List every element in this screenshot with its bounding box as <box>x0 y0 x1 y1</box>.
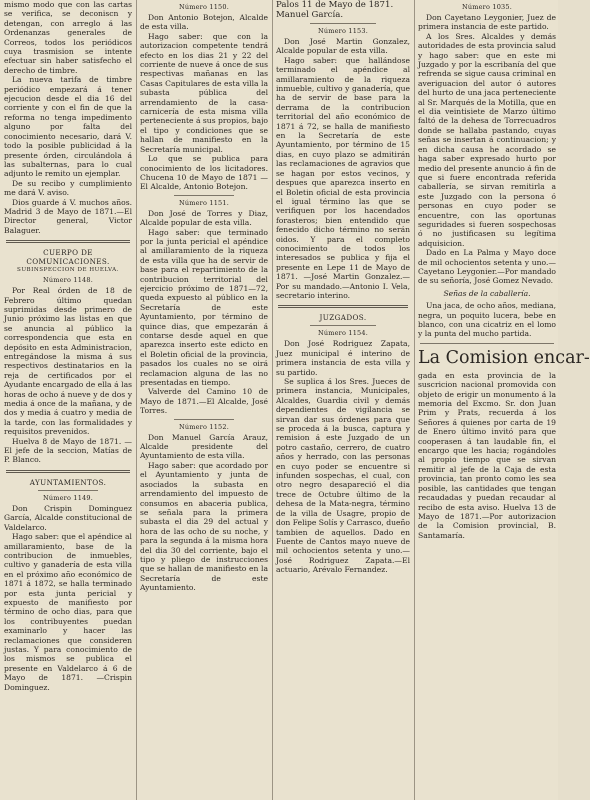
notice-issuer: Don Manuel García Arauz, Alcalde presidente del Ayuntamiento de esta villa. <box>140 432 268 461</box>
section-divider <box>278 305 408 308</box>
notice-issuer: Don Cayetano Leygonier, Juez de primera instancia de este partido. <box>418 13 556 32</box>
subsection-heading: Señas de la caballería. <box>443 288 531 298</box>
circular-continuation: mismo modo que con las cartas se verifica, se deconiscn y detengan, con arreglo á las Ordenanzas generales de Correos, todos los periódicos cuya trasmision se intente efectuar sin haber satisfecho el derecho de timbre. <box>4 0 132 75</box>
column-rule <box>136 0 137 800</box>
circular-paragraph: De su recibo y cumplimiento me dará V. aviso. <box>4 178 132 198</box>
notice-number: Número 1150. <box>179 3 229 11</box>
notice-signature: Huelva 8 de Mayo de 1871. —El jefe de la seccion, Matías de P. Blanco. <box>4 436 132 465</box>
divider <box>174 419 234 420</box>
notice-body: Hago saber: que terminado por la junta pericial el apéndice al amillaramiento de la riqueza de esta villa que ha de servir de base para el repartimiento de la contribucion territorial del ejercicio próximo de 1871—72, queda expuesto al público en la Secretaría de este Ayuntamiento, por término de quince dias, que empezarán á contarse desde aquel en que aparezca inserto este edicto en el Boletin oficial de la provincia, pasados los cuales no se oirá reclamacion alguna de las no presentadas en tiempo. <box>140 227 268 388</box>
notice-number: Número 1152. <box>179 422 229 431</box>
section-heading-juzgados: JUZGADOS. <box>319 313 367 323</box>
notice-body: Hago saber: que el apéndice al amillaramiento, base de la contribucion de inmuebles, cultivo y ganadería de esta villa en el próximo año económico de 1871 á 1872, se halla terminado por esta junta pericial y expuesto de manifiesto por término de ocho dias, para que los contribuyentes puedan examinarlo y hacer las reclamaciones que consideren justas. Y para conocimiento de los mismos se publica el presente en Valdelarco á 6 de Mayo de 1871. —Crispin Dominguez. <box>4 532 132 692</box>
notice-signature: Dado en La Palma y Mayo doce de mil ochocientos setenta y uno.—Cayetano Leygonier.—Por mandado de su señoría, José Gomez Nevado. <box>418 248 556 286</box>
divider <box>38 490 98 491</box>
divider <box>174 195 234 196</box>
notice-body: Hago saber: que acordado por el Ayuntamiento y junta de asociados la subasta en arrendamiento del impuesto de consumos en abaceria publica, se señala para la primera subasta el dia 29 del actual y hora de las ocho de su noche, y para la segunda á la misma hora del dia 30 del corriente, bajo el tipo y pliego de instrucciones que se hallan de manifiesto en la Secretaría de este Ayuntamiento. <box>140 460 268 593</box>
notice-signature: Palos 11 de Mayo de 1871. Manuel García. <box>276 0 394 20</box>
column-rule <box>414 0 415 800</box>
notice-issuer: Don José Rodriguez Zapata, Juez municipal é interino de primera instancia de esta villa y su partido. <box>276 339 410 377</box>
notice-body: Hago saber: que hallándose terminado el apéndice al amillaramiento de la riqueza inmueble, cultivo y ganadería, que ha de servir de base para la derrama de la contribucion territorial del año económico de 1871 á 72, se halla de manifiesto en la Secretaría de este Ayuntamiento, por término de 15 dias, en cuyo plazo se admitirán las reclamaciones de agravios que se hagan por estos vecinos, y despues que aparezca inserto en el Boletin oficial de esta provincia el igual término las que se verifiquen por los hacendados forasteros; bien entendido que fenecido dicho término no serán oidos. Y para el completo conocimiento de todos los interesados se publica y fija el presente en Lepe 11 de Mayo de 1871. —José Martin Gonzalez.—Por su mandado.—Antonio I. Vela, secretario interino. <box>276 55 410 300</box>
notice-number: Número 1154. <box>318 329 368 338</box>
notice-issuer: Don José Martin Gonzalez, Alcalde popular de esta villa. <box>276 37 410 56</box>
comision-heading: La Comision encar- <box>418 347 590 368</box>
divider <box>310 23 376 24</box>
notice-signature: Valverde del Camino 10 de Mayo de 1871.—El Alcalde, José Torres. <box>140 387 268 416</box>
notice-number: Número 1151. <box>179 198 229 207</box>
column-4 <box>418 0 590 800</box>
notice-body: Se suplica á los Sres. Jueces de primera instancia, Municipales, Alcaldes, Guardia civil y demás dependientes de vigilancia se sirvan dar sus órdenes para que se proceda á la busca, captura y remision á este Juzgado de un potro castaño, cerrero, de cuatro años y herrado, con las personas en cuyo poder se encuentre si infunden sospechas, el cual, con otro negro desapareció el dia trece de Octubre último de la dehesa de la Mata-negra, término de la villa de Usagre, propio de don Felipe Solís y Carrasco, dueño tambien de aquellos. Dado en Fuente de Cantos mayo nueve de mil ochocientos setenta y uno.—José Rodriguez Zapata.—El actuario, Arévalo Fernandez. <box>276 377 410 575</box>
section-subheading: SUBINSPECCION DE HUELVA. <box>16 267 120 274</box>
notice-number: Número 1153. <box>318 27 368 35</box>
circular-signature: Dios guarde á V. muchos años. Madrid 3 de Mayo de 1871.—El Director general, Victor Balaguer. <box>4 197 132 235</box>
notice-number: Número 1035. <box>462 3 512 11</box>
notice-body: Por Real órden de 18 de Febrero último quedan suprimidas desde primero de Junio próximo las listas en que se anuncia al público la correspondencia que esta en depósito en esta Administracion, entregándose la misma á sus respectivos destinatarios en la reja de certificados por el Ayudante encargado de ella á las horas de ocho á nueve y de dos y media á once de la mañana, y de dos y media á cuatro y media de la tarde, con las formalidades y requisitos prevenidos. <box>4 286 132 437</box>
notice-issuer: Don Crispin Dominguez García, Alcalde constitucional de Valdelarco. <box>4 503 132 532</box>
divider <box>310 325 376 326</box>
column-3 <box>276 0 410 800</box>
notice-body: Hago saber: que con la autorizacion competente tendrá efecto en los dias 21 y 22 del corriente de nueve á once de sus respectivas mañanas en las Casas Capitulares de esta villa la subasta pública del arrendamiento de la casa-carnicería de esta misma villa perteneciente á sus propios, bajo el tipo y condiciones que se hallan de manifiesto en la Secretaría municipal. <box>140 31 268 154</box>
section-heading-ayuntamientos: AYUNTAMIENTOS. <box>29 477 107 487</box>
notice-issuer: Don Antonio Botejon, Alcalde de esta villa. <box>140 13 268 32</box>
notice-body: A los Sres. Alcaldes y demás autoridades de esta provincia salud y hago saber: que en este mi Juzgado y por la escribanía del que refrenda se sigue causa criminal en averiguacion del autor ó autores del hurto de una jaca perteneciente al Sr. Marqués de la Motilla, que en el dia veintisiete de Marzo último faltó de la dehesa de Torrecuadros donde se hallaba pastando, cuyas señas se insertan á continuacion; y en dicha causa he acordado se haga saber expresado hurto por medio del presente anuncio á fin de que si fuere encontrada referida caballería, se sirvan remitirla a este Juzgado con la persona ó personas en cuyo poder se encuentre, con las oportunas seguridades si fueren sospechosas ó no justificasen su legítima adquisicion. <box>418 31 556 248</box>
section-divider <box>6 240 130 243</box>
horse-description: Una jaca, de ocho años, mediana, negra, un poquito lucera, bebe en blanco, con una cicatriz en el lomo y la punta del mucho partida. <box>418 301 556 339</box>
circular-paragraph: La nueva tarifa de timbre periódico empezará á tener ejecucion desde el dia 16 del corriente y con el fin de que la reforma no tenga impedimento alguno por falta del conocimiento necesario, dará V. todo la posible publicidad á la presente órden, circulándola á las subalternas, para lo cual adjunto le remito un ejemplar. <box>4 75 132 179</box>
column-1 <box>4 0 132 800</box>
comision-body: gada en esta provincia de la suscricion nacional promovida con objeto de erigir un monumento á la memoria del Excmo. Sr. don Juan Prim y Prats, recuerda á los Señores á quienes por carta de 19 de Enero último invitó para que cooperasen á tan laudable fin, el encargo que les hacia; rogándoles al propio tiempo que se sirvan remitir al jefe de la Caja de esta provincia, tan pronto como les sea posible, las cantidades que tengan recaudadas y puedan recaudar al recibo de esta aviso. Huelva 13 de Mayo de 1871.—Por autorizacion de la Comision provincial, B. Santamaría. <box>418 370 556 540</box>
section-heading-comunicaciones: CUERPO DE COMUNICACIONES. <box>26 248 110 267</box>
notice-number: Número 1148. <box>43 276 93 285</box>
divider <box>420 343 554 344</box>
column-2 <box>140 0 268 800</box>
notice-number: Número 1149. <box>43 493 93 502</box>
column-rule <box>272 0 273 800</box>
section-divider <box>6 470 130 473</box>
notice-signature: Lo que se publica para conocimiento de los licitadores. Chucena 10 de Mayo de 1871 —El Alcalde, Antonio Botejon. <box>140 154 268 192</box>
notice-issuer: Don José de Torres y Diaz, Alcalde popular de esta villa. <box>140 208 268 228</box>
